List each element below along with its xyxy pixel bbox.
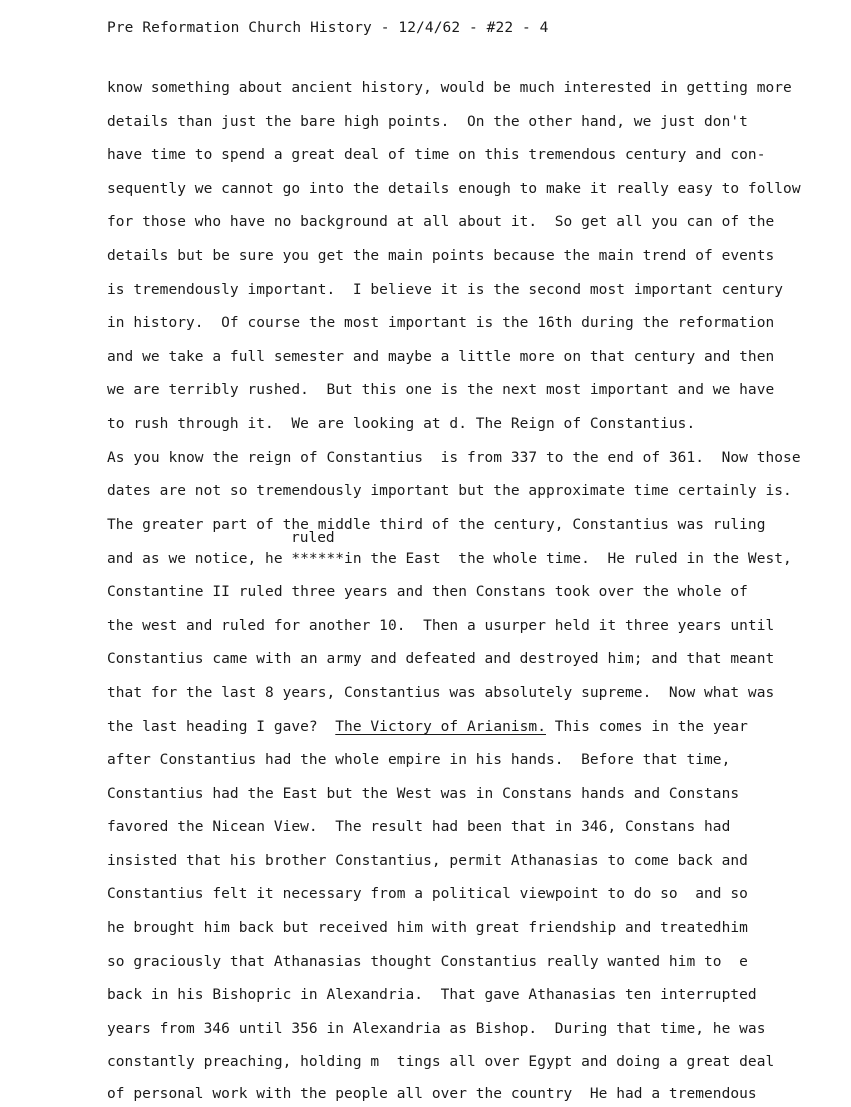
text-line-9: and we take a full semester and maybe a little more on that century and then — [107, 349, 775, 365]
text-line-2: details than just the bare high points. On the other hand, we just don't — [107, 114, 748, 130]
text-line-18: Constantius came with an army and defeated and destroyed him; and that meant — [107, 651, 775, 667]
text-line-19: that for the last 8 years, Constantius was absolutely supreme. Now what was — [107, 685, 775, 701]
page-header: Pre Reformation Church History - 12/4/62 - #22 - 4 — [107, 20, 549, 36]
text-line-22: Constantius had the East but the West was in Constans hands and Constans — [107, 786, 740, 802]
text-line-12: As you know the reign of Constantius is from 337 to the end of 361. Now those — [107, 450, 801, 466]
handwritten-insertion: ruled — [291, 530, 335, 546]
text-line-10: we are terribly rushed. But this one is the next most important and we have — [107, 382, 775, 398]
text-line-15: and as we notice, he ******in the East the whole time. He ruled in the West, — [107, 551, 792, 567]
text-line-16: Constantine II ruled three years and then Constans took over the whole of — [107, 584, 748, 600]
text-line-14: The greater part of the middle third of the century, Constantius was ruling — [107, 517, 766, 533]
text-line-23: favored the Nicean View. The result had been that in 346, Constans had — [107, 819, 731, 835]
text-line-13: dates are not so tremendously important but the approximate time certainly is. — [107, 483, 792, 499]
text-line-20-end: This comes in the year — [546, 719, 748, 735]
text-line-17: the west and ruled for another 10. Then a usurper held it three years until — [107, 618, 775, 634]
text-line-20-start: the last heading I gave? — [107, 719, 336, 735]
text-line-26: he brought him back but received him with great friendship and treatedhim — [107, 920, 748, 936]
text-line-11: to rush through it. We are looking at d. The Reign of Constantius. — [107, 416, 696, 432]
text-line-3: have time to spend a great deal of time on this tremendous century and con- — [107, 147, 766, 163]
underlined-heading: The Victory of Arianism. — [335, 719, 546, 735]
text-line-6: details but be sure you get the main points because the main trend of events — [107, 248, 775, 264]
text-line-1: know something about ancient history, would be much interested in getting more — [107, 80, 792, 96]
text-line-21: after Constantius had the whole empire in his hands. Before that time, — [107, 752, 731, 768]
text-line-24: insisted that his brother Constantius, permit Athanasias to come back and — [107, 853, 748, 869]
text-line-25: Constantius felt it necessary from a political viewpoint to do so and so — [107, 886, 748, 902]
text-line-29: years from 346 until 356 in Alexandria as Bishop. During that time, he was — [107, 1021, 766, 1037]
text-line-31: of personal work with the people all over the country He had a tremendous — [107, 1086, 757, 1102]
text-line-30: constantly preaching, holding m tings all over Egypt and doing a great deal — [107, 1054, 775, 1070]
text-line-27: so graciously that Athanasias thought Constantius really wanted him to e — [107, 954, 748, 970]
text-line-7: is tremendously important. I believe it is the second most important century — [107, 282, 784, 298]
text-line-5: for those who have no background at all about it. So get all you can of the — [107, 214, 775, 230]
text-line-8: in history. Of course the most important is the 16th during the reformation — [107, 315, 775, 331]
text-line-4: sequently we cannot go into the details enough to make it really easy to follow — [107, 181, 801, 197]
text-line-20 — [107, 719, 748, 735]
text-line-28: back in his Bishopric in Alexandria. That gave Athanasias ten interrupted — [107, 987, 757, 1003]
